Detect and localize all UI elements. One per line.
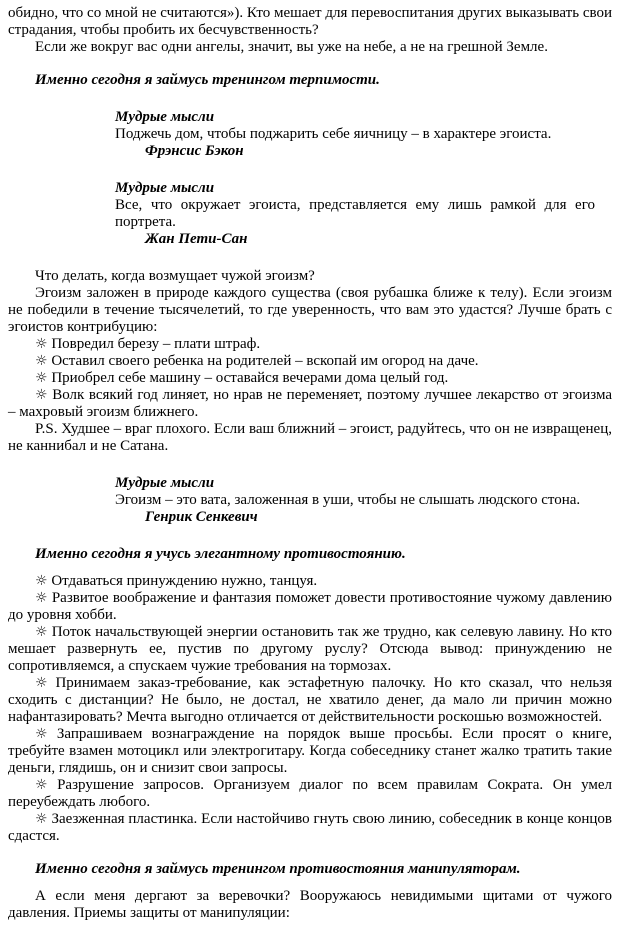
quote-author: Жан Пети-Сан [145,231,248,247]
quote-label: Мудрые мысли [115,475,215,491]
list-item [8,573,612,590]
sun-bullet-icon: ☼ [35,590,48,606]
wise-thoughts-block [115,180,595,248]
wise-thoughts-block [115,475,595,526]
sun-bullet-icon: ☼ [35,726,48,742]
list-item [8,726,612,777]
sun-bullet-icon: ☼ [35,811,48,827]
list-item [8,387,612,421]
paragraph: Эгоизм заложен в природе каждого существа (своя рубашка ближе к телу). Если эгоизм не победили в течение тысячелетий, то где уверенность, что вам это удастся? Лучше брать с эгоистов контрибуцию: [8,285,612,335]
quote-author: Генрик Сенкевич [145,509,258,525]
paragraph: А если меня дергают за веревочки? Вооружаюсь невидимыми щитами от чужого давления. Приемы защиты от манипуляции: [8,888,612,921]
list-item-text: Повредил березу – плати штраф. [51,336,261,352]
paragraph: P.S. Худшее – враг плохого. Если ваш ближний – эгоист, радуйтесь, что он не извращенец, не каннибал и не Сатана. [8,421,612,454]
list-item-text: Оставил своего ребенка на родителей – вскопай им огород на даче. [51,353,479,369]
sun-bullet-icon: ☼ [35,675,48,691]
list-item-text: Приобрел себе машину – оставайся вечерами дома целый год. [51,370,449,386]
section-heading: Именно сегодня я учусь элегантному противостоянию. [35,546,406,562]
list-item-text: Принимаем заказ-требование, как эстафетную палочку. Но кто сказал, что нельзя сходить с дистанции? Не было, не достал, не хватило денег, да мало ли причин можно нафантазировать? Мечта выгодно отличается от действительности роскошью возможностей. [8,675,613,725]
list-item [8,336,612,353]
list-item [8,624,612,675]
quote-author: Фрэнсис Бэкон [145,143,244,159]
list-item-text: Запрашиваем вознаграждение на порядок выше просьбы. Если просят о книге, требуйте взамен мотоцикл или электрогитару. Когда собеседнику станет жалко тратить такие деньги, глядишь, он и снизит свои запросы. [8,726,612,776]
list-item [8,811,612,845]
sun-bullet-icon: ☼ [35,624,48,640]
list-item [8,777,612,811]
list-item-text: Разрушение запросов. Организуем диалог по всем правилам Сократа. Он умел переубеждать любого. [8,777,613,810]
list-item-text: Развитое воображение и фантазия поможет довести противостояние чужому давлению до уровня хобби. [8,590,612,623]
list-item [8,675,612,726]
quote-text: Поджечь дом, чтобы поджарить себе яичницу – в характере эгоиста. [115,126,552,142]
sun-bullet-icon: ☼ [35,353,48,369]
list-item-text: Поток начальствующей энергии остановить так же трудно, как селевую лавину. Но кто мешает развернуть ее, пустив по другому руслу? Отсюда вывод: принуждению не сопротивляемся, а спускаем чужие требования на тормозах. [8,624,612,674]
list-item [8,353,612,370]
list-item [8,370,612,387]
paragraph: обидно, что со мной не считаются»). Кто мешает для перевоспитания других выказывать свои страдания, чтобы пробить их бесчувственность? [8,5,612,38]
list-item [8,590,612,624]
section-heading: Именно сегодня я займусь тренингом противостояния манипуляторам. [35,861,521,877]
section-heading: Именно сегодня я займусь тренингом терпимости. [35,72,380,88]
list-item-text: Отдаваться принуждению нужно, танцуя. [51,573,318,589]
sun-bullet-icon: ☼ [35,573,48,589]
paragraph: Если же вокруг вас одни ангелы, значит, вы уже на небе, а не на грешной Земле. [35,39,548,55]
quote-text: Эгоизм – это вата, заложенная в уши, чтобы не слышать людского стона. [115,492,581,508]
paragraph: Что делать, когда возмущает чужой эгоизм? [35,268,315,284]
wise-thoughts-block [115,109,595,160]
quote-label: Мудрые мысли [115,180,215,196]
sun-bullet-icon: ☼ [35,336,48,352]
list-item-text: Волк всякий год линяет, но нрав не переменяет, поэтому лучшее лекарство от эгоизма – махровый эгоизм ближнего. [8,387,612,420]
sun-bullet-icon: ☼ [35,387,48,403]
list-item-text: Заезженная пластинка. Если настойчиво гнуть свою линию, собеседник в конце концов сдастся. [8,811,613,844]
quote-text: Все, что окружает эгоиста, представляется ему лишь рамкой для его портрета. [115,197,595,230]
sun-bullet-icon: ☼ [35,370,48,386]
quote-label: Мудрые мысли [115,109,215,125]
sun-bullet-icon: ☼ [35,777,48,793]
